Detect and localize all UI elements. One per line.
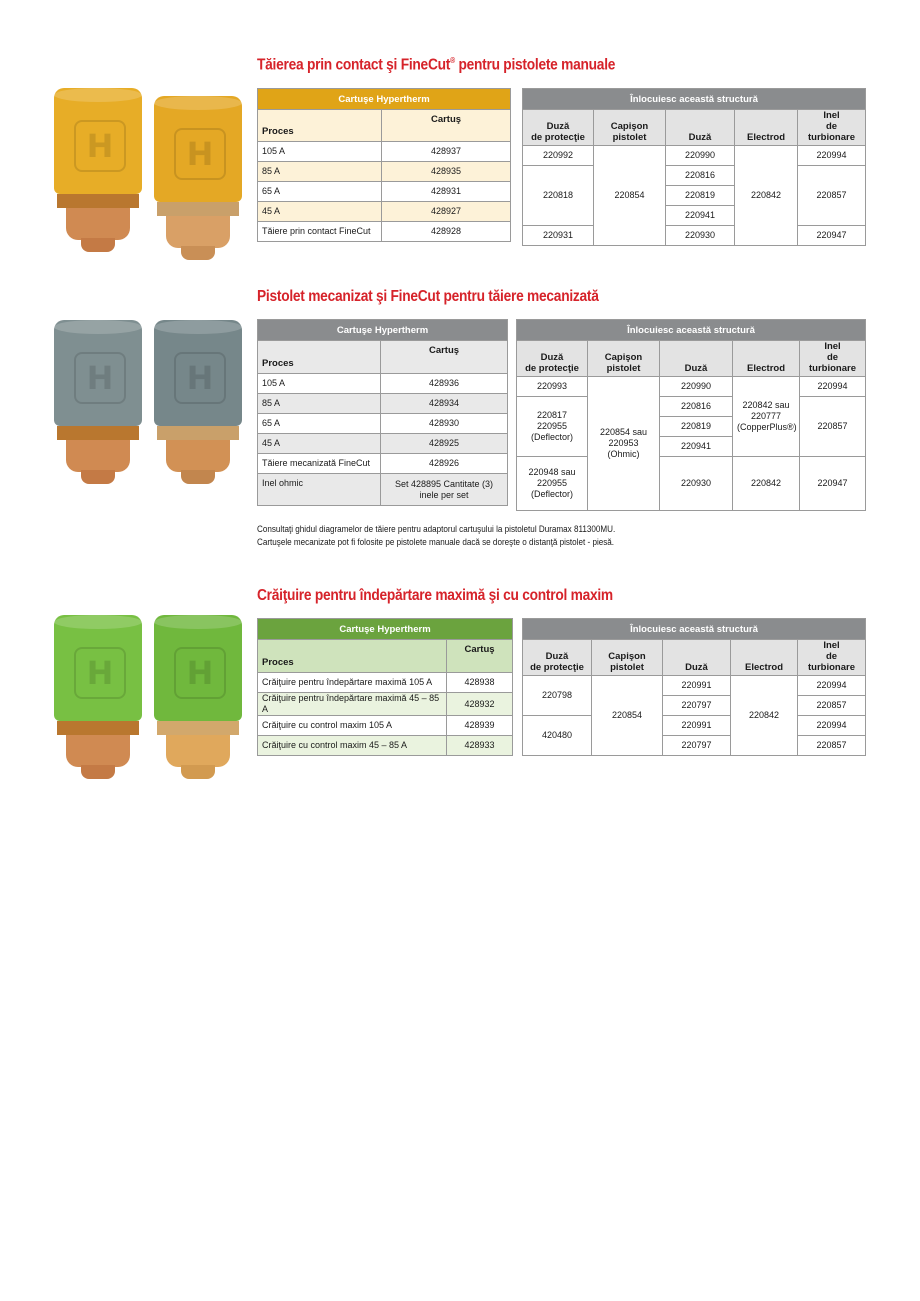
hypertherm-logo-icon: H: [174, 352, 226, 404]
table-row: Tăiere mecanizată FineCut 428926: [258, 454, 508, 474]
shield-cell: 220992: [523, 146, 594, 166]
electrode-cell: 220842 sau 220777 (CopperPlus®): [733, 377, 800, 457]
table-header: Cartuşe Hypertherm: [258, 619, 513, 640]
nozzle-cell: 220930: [666, 226, 735, 246]
table-header: Cartuşe Hypertherm: [258, 89, 511, 110]
cartridge-image-yellow-1: [54, 88, 144, 258]
column-header-cartus: Cartuş: [381, 341, 508, 374]
swirl-cell: 220947: [798, 226, 866, 246]
replacement-table-mechanized: [516, 319, 866, 511]
table-row: Crăiţuire cu control maxim 105 A 428939: [258, 716, 513, 736]
column-header-nozzle: Duză: [663, 640, 731, 676]
nozzle-cell: 220990: [660, 377, 733, 397]
shield-cell: 220993: [517, 377, 588, 397]
column-header-swirl: Inel de turbionare: [800, 341, 866, 377]
column-header-nozzle: Duză: [666, 110, 735, 146]
cartridge-table-mechanized: [257, 319, 508, 506]
table-row: Inel ohmic Set 428895 Cantitate (3) inele per set: [258, 474, 508, 506]
column-header-swirl: Inel de turbionare: [798, 110, 866, 146]
table-row: 45 A 428925: [258, 434, 508, 454]
table-header: Înlocuiesc această structură: [517, 320, 866, 341]
nozzle-cell: 220941: [666, 206, 735, 226]
section-title-contact-cutting: Tăierea prin contact şi FineCut® pentru pistolete manuale: [257, 56, 616, 74]
nozzle-cell: 220991: [663, 676, 731, 696]
table-row: 65 A 428930: [258, 414, 508, 434]
column-header-electrode: Electrod: [733, 341, 800, 377]
nozzle-cell: 220991: [663, 716, 731, 736]
swirl-cell: 220857: [800, 397, 866, 457]
table-row: Crăiţuire pentru îndepărtare maximă 105 A 428938: [258, 673, 513, 693]
swirl-cell: 220994: [798, 716, 866, 736]
hypertherm-logo-icon: H: [74, 352, 126, 404]
electrode-cell: 220842: [733, 457, 800, 511]
column-header-cap: Capişon pistolet: [592, 640, 663, 676]
electrode-cell: 220842: [731, 676, 798, 756]
section-title-mechanized: Pistolet mecanizat şi FineCut pentru tăiere mecanizată: [257, 288, 599, 305]
cartridge-table-contact: [257, 88, 511, 242]
shield-cell: 220948 sau 220955 (Deflector): [517, 457, 588, 511]
nozzle-cell: 220819: [666, 186, 735, 206]
hypertherm-logo-icon: H: [74, 120, 126, 172]
cartridge-image-green-1: [54, 615, 144, 785]
column-header-swirl: Inel de turbionare: [798, 640, 866, 676]
table-header: Înlocuiesc această structură: [523, 619, 866, 640]
hypertherm-logo-icon: H: [174, 128, 226, 180]
shield-cell: 420480: [523, 716, 592, 756]
column-header-cartus: Cartuş: [447, 640, 513, 673]
swirl-cell: 220994: [798, 146, 866, 166]
section-title-gouging: Crăiţuire pentru îndepărtare maximă şi cu control maxim: [257, 587, 613, 604]
hypertherm-logo-icon: H: [74, 647, 126, 699]
table-row: 105 A 428936: [258, 374, 508, 394]
cartridge-image-gray-2: [154, 320, 244, 490]
column-header-shield: Duză de protecţie: [523, 640, 592, 676]
table-row: 45 A 428927: [258, 202, 511, 222]
cap-cell: 220854 sau 220953 (Ohmic): [588, 377, 660, 511]
column-header-cap: Capişon pistolet: [594, 110, 666, 146]
cap-cell: 220854: [592, 676, 663, 756]
shield-cell: 220818: [523, 166, 594, 226]
cartridge-table-gouging: [257, 618, 513, 756]
replacement-table-gouging: [522, 618, 866, 756]
shield-cell: 220817 220955 (Deflector): [517, 397, 588, 457]
table-row: Crăiţuire pentru îndepărtare maximă 45 – 85 A 428932: [258, 693, 513, 716]
hypertherm-logo-icon: H: [174, 647, 226, 699]
shield-cell: 220798: [523, 676, 592, 716]
nozzle-cell: 220930: [660, 457, 733, 511]
cartridge-image-yellow-2: [154, 96, 244, 266]
table-row: 85 A 428935: [258, 162, 511, 182]
swirl-cell: 220994: [798, 676, 866, 696]
table-row: 65 A 428931: [258, 182, 511, 202]
cartridge-image-gray-1: [54, 320, 144, 490]
column-header-cap: Capişon pistolet: [588, 341, 660, 377]
table-row: 85 A 428934: [258, 394, 508, 414]
nozzle-cell: 220819: [660, 417, 733, 437]
cartridge-image-green-2: [154, 615, 244, 785]
note-line-2: Cartuşele mecanizate pot fi folosite pe pistolete manuale dacă se doreşte o distanţă pistolet - piesă.: [257, 537, 615, 547]
shield-cell: 220931: [523, 226, 594, 246]
electrode-cell: 220842: [735, 146, 798, 246]
nozzle-cell: 220797: [663, 696, 731, 716]
table-row: 105 A 428937: [258, 142, 511, 162]
nozzle-cell: 220797: [663, 736, 731, 756]
column-header-nozzle: Duză: [660, 341, 733, 377]
table-header: Cartuşe Hypertherm: [258, 320, 508, 341]
column-header-shield: Duză de protecţie: [523, 110, 594, 146]
column-header-proces: Proces: [258, 341, 381, 374]
table-row: Crăiţuire cu control maxim 45 – 85 A 428933: [258, 736, 513, 756]
column-header-proces: Proces: [258, 110, 382, 142]
swirl-cell: 220857: [798, 166, 866, 226]
nozzle-cell: 220941: [660, 437, 733, 457]
column-header-proces: Proces: [258, 640, 447, 673]
note-line-1: Consultaţi ghidul diagramelor de tăiere pentru adaptorul cartuşului la pistoletul Duramax 811300MU.: [257, 524, 616, 534]
swirl-cell: 220947: [800, 457, 866, 511]
swirl-cell: 220857: [798, 696, 866, 716]
nozzle-cell: 220990: [666, 146, 735, 166]
swirl-cell: 220857: [798, 736, 866, 756]
replacement-table-contact: [522, 88, 866, 246]
swirl-cell: 220994: [800, 377, 866, 397]
nozzle-cell: 220816: [666, 166, 735, 186]
nozzle-cell: 220816: [660, 397, 733, 417]
cap-cell: 220854: [594, 146, 666, 246]
column-header-cartus: Cartuş: [382, 110, 511, 142]
table-row: Tăiere prin contact FineCut 428928: [258, 222, 511, 242]
column-header-electrode: Electrod: [735, 110, 798, 146]
table-header: Înlocuiesc această structură: [523, 89, 866, 110]
column-header-electrode: Electrod: [731, 640, 798, 676]
column-header-shield: Duză de protecţie: [517, 341, 588, 377]
